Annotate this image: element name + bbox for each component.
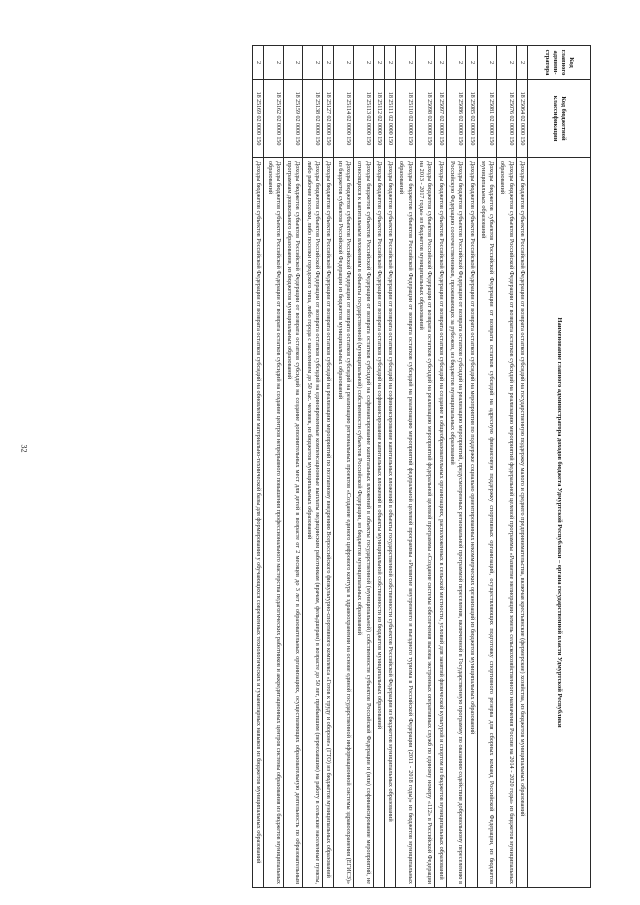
table-row (446, 46, 466, 888)
row-admin-code: 2 (497, 46, 517, 80)
row-description: Доходы бюджетов субъектов Российской Федерации от возврата остатков субсидий на софинансирование капитальных вложений в объекты государственной (муниципальной) собственности субъектов Российской Федерации и (или) софинансирование мероприятий, не относящихся к капитальным вложениям в объекты государственной (муниципальной) собственности субъектов Российской Федерации, из бюджетов муниципальных образований (353, 158, 373, 888)
row-description: Доходы бюджетов субъектов Российской Федерации от возврата остатков субсидий на реализацию мероприятий, предусмотренных региональной программой переселения, включенной в Государственную программу по оказанию содействия добровольному переселению в Российскую Федерацию соотечественников, проживающих за рубежом, из бюджетов муниципальных образований (446, 158, 466, 888)
row-classification-code: 18 25064 02 0000 150 (516, 80, 527, 158)
row-description: Доходы бюджетов субъектов Российской Федерации от возврата остатков субсидий на создание дополнительных мест для детей в возрасте от 2 месяцев до 3 лет в образовательных организациях, осуществляющих образовательную деятельность по образовательным программам дошкольного образования, из бюджетов муниципальных образований (283, 158, 303, 888)
row-admin-code: 2 (516, 46, 527, 80)
rotated-table-wrapper (45, 45, 591, 887)
row-classification-code: 18 25081 02 0000 150 (477, 80, 497, 158)
row-description: Доходы бюджетов субъектов Российской Федерации от возврата остатков субсидий на адресную финансовую поддержку спортивных организаций, осуществляющих подготовку спортивного резерва для сборных команд Российской Федерации, из бюджетов муниципальных образований (477, 158, 497, 888)
table-row (415, 46, 435, 888)
table-row (516, 46, 527, 888)
row-description: Доходы бюджетов субъектов Российской Федерации от возврата остатков субсидий на реализацию мероприятий по поэтапному внедрению Всероссийского физкультурно-спортивного комплекса «Готов к труду и обороне» (ГТО) из бюджетов муниципальных образований (323, 158, 334, 888)
row-admin-code: 2 (303, 46, 323, 80)
row-description: Доходы бюджетов субъектов Российской Федерации от возврата остатков субсидий на реализацию мероприятий федеральной целевой программы «Развитие внутреннего и въездного туризма в Российской Федерации (2011 - 2018 годы)» из бюджетов муниципальных образований (396, 158, 416, 888)
table-row (373, 46, 384, 888)
row-classification-code: 18 25138 02 0000 150 (303, 80, 323, 158)
row-description: Доходы бюджетов субъектов Российской Федерации от возврата остатков субсидий на мероприятия по поддержке социально ориентированных некоммерческих организаций из бюджетов муниципальных образований (466, 158, 477, 888)
row-classification-code: 18 25110 02 0000 150 (396, 80, 416, 158)
table-row (334, 46, 354, 888)
row-admin-code: 2 (264, 46, 284, 80)
row-admin-code: 2 (323, 46, 334, 80)
table-row (264, 46, 284, 888)
row-description: Доходы бюджетов субъектов Российской Федерации от возврата остатков субсидий на создание в общеобразовательных организациях, расположенных в сельской местности, условий для занятий физической культурой и спортом из бюджетов муниципальных образований (435, 158, 446, 888)
row-description: Доходы бюджетов субъектов Российской Федерации от возврата остатков субсидий на софинансирование капитальных вложений в объекты государственной собственности субъектов Российской Федерации из бюджетов муниципальных образований (384, 158, 395, 888)
row-classification-code: 18 25169 02 0000 150 (252, 80, 263, 158)
table-row (303, 46, 323, 888)
table-row (477, 46, 497, 888)
table-row (323, 46, 334, 888)
row-classification-code: 18 25159 02 0000 150 (283, 80, 303, 158)
table-row (353, 46, 373, 888)
header-name: Наименование главного администратора доходов бюджета Удмуртской Республики – органа государственной власти Удмуртской Республики (528, 158, 591, 888)
row-admin-code: 2 (446, 46, 466, 80)
row-admin-code: 2 (252, 46, 263, 80)
row-admin-code: 2 (373, 46, 384, 80)
row-admin-code: 2 (466, 46, 477, 80)
row-description: Доходы бюджетов субъектов Российской Федерации от возврата остатков субсидий на реализацию мероприятий федеральной целевой программы «Создание системы обеспечения вызова экстренных оперативных служб по единому номеру «112» в Российской Федерации на 2013 - 2017 годы» из бюджетов муниципальных образований (415, 158, 435, 888)
row-classification-code: 18 25086 02 0000 150 (446, 80, 466, 158)
table-row (283, 46, 303, 888)
row-classification-code: 18 25111 02 0000 150 (384, 80, 395, 158)
header-classification-code: Код бюджетной классификации (528, 80, 591, 158)
row-description: Доходы бюджетов субъектов Российской Федерации от возврата остатков субсидий на реализацию региональных проектов «Создание единого цифрового контура в здравоохранении на основе единой государственной информационной системы здравоохранения (ЕГИСЗ)» из бюджетов субъектов Российской Федерации из бюджетов муниципальных образований (334, 158, 354, 888)
table-row (497, 46, 517, 888)
row-admin-code: 2 (396, 46, 416, 80)
row-description: Доходы бюджетов субъектов Российской Федерации от возврата остатков субсидий на реализацию мероприятий федеральной целевой программы «Развитие мелиорации земель сельскохозяйственного назначения России на 2014 - 2020 годы» из бюджетов муниципальных образований (497, 158, 517, 888)
row-description: Доходы бюджетов субъектов Российской Федерации от возврата остатков субсидий на создание центров непрерывного повышения профессионального мастерства педагогических работников и аккредитационных центров системы образования из бюджетов муниципальных образований (264, 158, 284, 888)
row-classification-code: 18 25113 02 0000 150 (353, 80, 373, 158)
row-admin-code: 2 (384, 46, 395, 80)
row-classification-code: 18 25112 02 0000 150 (373, 80, 384, 158)
table-body (252, 46, 527, 888)
revenue-administrators-table (252, 45, 591, 888)
row-description: Доходы бюджетов субъектов Российской Федерации от возврата остатков субсидий на обновление материально-технической базы для формирования у обучающихся современных технологических и гуманитарных навыков из бюджетов муниципальных образований (252, 158, 263, 888)
row-classification-code: 18 25162 02 0000 150 (264, 80, 284, 158)
row-classification-code: 18 25127 02 0000 150 (323, 80, 334, 158)
page-number: 32 (19, 444, 29, 453)
row-classification-code: 18 25097 02 0000 150 (435, 80, 446, 158)
table-row (466, 46, 477, 888)
row-admin-code: 2 (435, 46, 446, 80)
row-admin-code: 2 (334, 46, 354, 80)
row-classification-code: 18 25085 02 0000 150 (466, 80, 477, 158)
row-description: Доходы бюджетов субъектов Российской Федерации от возврата остатков субсидий на единовременные компенсационные выплаты медицинским работникам (врачам, фельдшерам) в возрасте до 50 лет, прибывшим (переехавшим) на работу в сельские населенные пункты, либо рабочие поселки, либо поселки городского типа, либо города с населением до 50 тыс. человек, из бюджетов муниципальных образований (303, 158, 323, 888)
table-row (384, 46, 395, 888)
row-classification-code: 18 25114 02 0000 150 (334, 80, 354, 158)
row-classification-code: 18 25076 02 0000 150 (497, 80, 517, 158)
table-header-row (528, 46, 591, 888)
row-admin-code: 2 (477, 46, 497, 80)
header-admin-code: Код главного админи-стратора (528, 46, 591, 80)
row-classification-code: 18 25098 02 0000 150 (415, 80, 435, 158)
row-description: Доходы бюджетов субъектов Российской Федерации от возврата остатков субсидий на государственную поддержку малого и среднего предпринимательства, включая крестьянские (фермерские) хозяйства, из бюджетов муниципальных образований (516, 158, 527, 888)
table-row (396, 46, 416, 888)
table-row (435, 46, 446, 888)
row-admin-code: 2 (415, 46, 435, 80)
row-admin-code: 2 (353, 46, 373, 80)
row-description: Доходы бюджетов субъектов Российской Федерации от возврата остатков субсидий на софинансирование капитальных вложений в объекты муниципальной собственности из бюджетов муниципальных образований (373, 158, 384, 888)
row-admin-code: 2 (283, 46, 303, 80)
table-row (252, 46, 263, 888)
